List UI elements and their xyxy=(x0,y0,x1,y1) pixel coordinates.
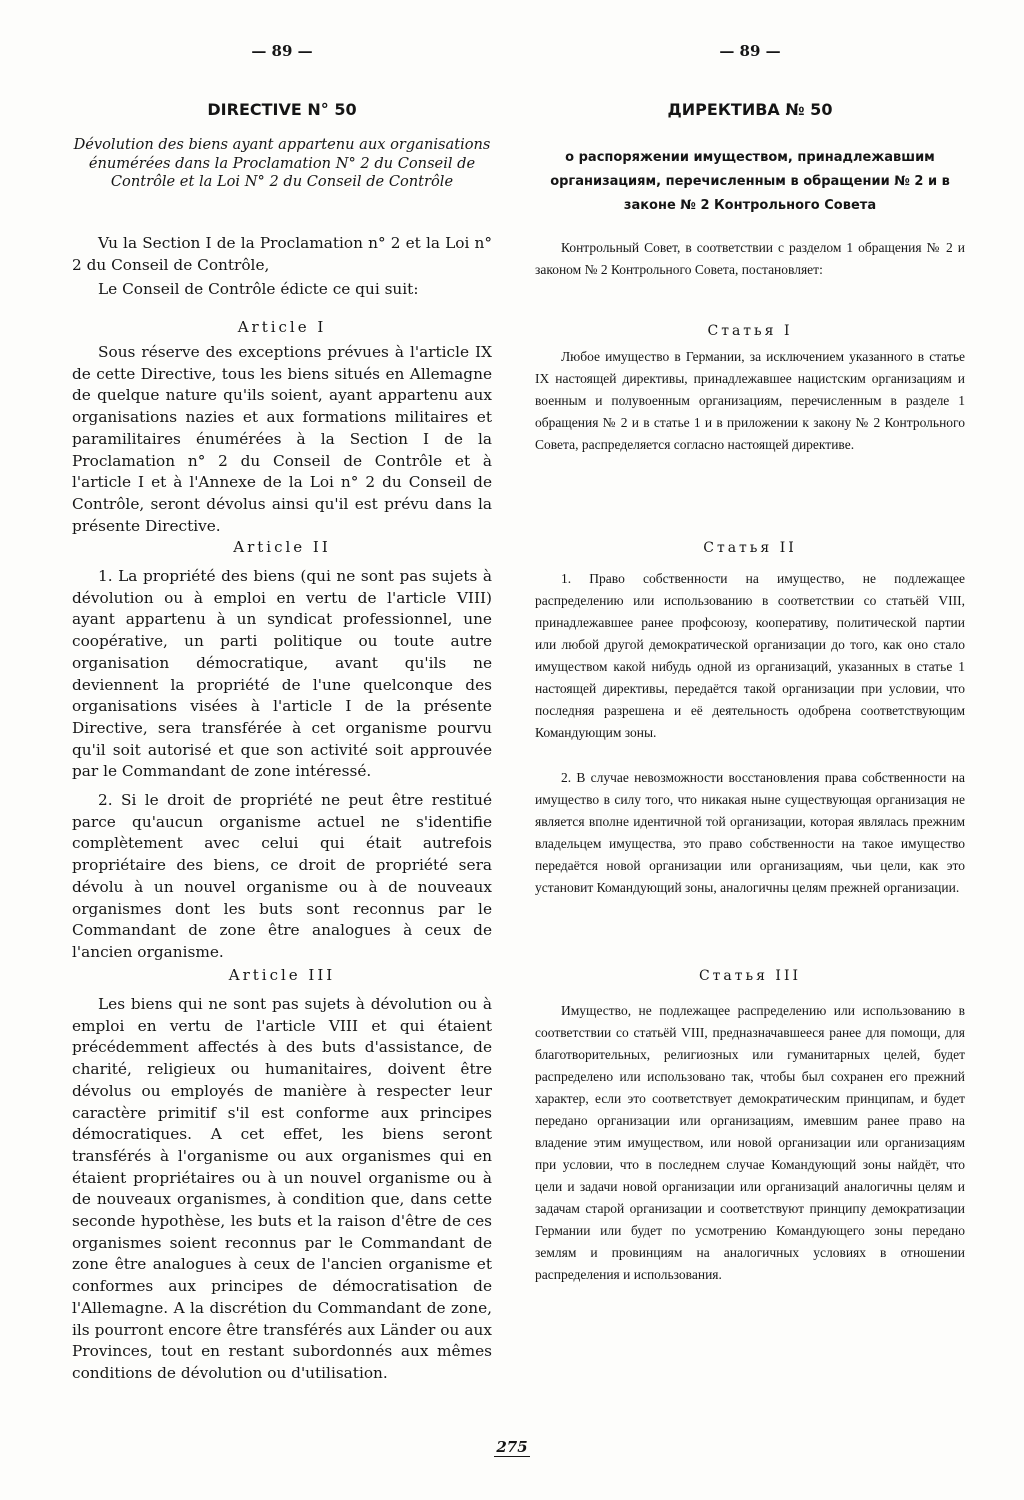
footer-page-number: 275 xyxy=(496,1438,528,1456)
article-1-text-ru: Любое имущество в Германии, за исключением указанного в статье IX настоящей директивы, принадлежавшее нацистским организациям и военным и полувоенным организациям, перечисленным в разделе 1 обращения № 2 и в статье 1 и в приложении к закону № 2 Контрольного Совета, распределяется согласно настоящей директиве. xyxy=(535,349,965,452)
article-1-heading-fr: Article I xyxy=(237,318,327,336)
article-3-heading-ru: Статья III xyxy=(698,968,802,984)
page-footer-number xyxy=(0,1438,1024,1456)
french-column xyxy=(72,0,492,1500)
directive-subtitle-ru: о распоряжении имуществом, принадлежавшим организациям, перечисленным в обращении № 2 и в законе № 2 Контрольного Совета xyxy=(550,150,950,213)
directive-title-ru: ДИРЕКТИВА № 50 xyxy=(667,100,833,119)
preamble-ru: Контрольный Совет, в соответствии с разделом 1 обращения № 2 и законом № 2 Контрольного Совета, постановляет: xyxy=(535,240,965,277)
page-number-fr: — 89 — xyxy=(251,42,313,60)
article-2-para-1-fr: 1. La propriété des biens (qui ne sont pas sujets à dévolution ou à emploi en vertu de l'article VIII) ayant appartenu à un syndicat professionnel, une coopérative, un parti politique ou toute autre organisation démocratique, avant qu'ils ne deviennent la propriété de l'une quelconque des organisations visées à l'article I de la présente Directive, sera transférée à cet organisme pourvu qu'il soit autorisé et que son activité soit approuvée par le Commandant de zone intéressé. xyxy=(72,567,492,781)
article-2-para-1-ru: 1. Право собственности на имущество, не подлежащее распределению или использованию в соответствии со статьёй VIII, принадлежавшее ранее профсоюзу, кооперативу, политической партии или любой другой демократической организации до того, как оно стало имуществом какой нибудь одной из организаций, указанных в статье 1 настоящей директивы, передаётся такой организации при условии, что последняя разрешена и её деятельность одобрена соответствующим Командующим зоны. xyxy=(535,571,965,740)
article-1-text-fr: Sous réserve des exceptions prévues à l'article IX de cette Directive, tous les biens situés en Allemagne de quelque nature qu'ils soient, ayant appartenu aux organisations nazies et aux formations militaires et paramilitaires énumérées à la Section I de la Proclamation n° 2 du Conseil de Contrôle et à l'article I et à l'Annexe de la Loi n° 2 du Conseil de Contrôle, seront dévolus ainsi qu'il est prévu dans la présente Directive. xyxy=(72,343,492,535)
article-2-para-2-fr: 2. Si le droit de propriété ne peut être restitué parce qu'aucun organisme actuel ne s'identifie complètement avec celui qui était autrefois propriétaire des biens, ce droit de propriété sera dévolu à un nouvel organisme ou à de nouveaux organismes dont les buts sont reconnus par le Commandant de zone être analogues à ceux de l'ancien organisme. xyxy=(72,791,492,961)
russian-column xyxy=(535,0,965,1500)
page-number-ru: — 89 — xyxy=(719,42,781,60)
article-2-heading-fr: Article II xyxy=(233,538,331,556)
preamble-fr-1: Vu la Section I de la Proclamation n° 2 et la Loi n° 2 du Conseil de Contrôle, xyxy=(72,234,492,274)
preamble-fr-2: Le Conseil de Contrôle édicte ce qui suit: xyxy=(98,280,419,298)
article-3-heading-fr: Article III xyxy=(228,966,336,984)
article-3-text-fr: Les biens qui ne sont pas sujets à dévolution ou à emploi en vertu de l'article VIII et qui étaient précédemment affectés à des buts d'assistance, de charité, religieux ou humanitaires, doivent être dévolus ou employés de manière à respecter leur caractère primitif s'il est conforme aux principes démocratiques. A cet effet, les biens seront transférés à l'organisme ou aux organismes qui en étaient propriétaires ou à un nouvel organisme ou à de nouveaux organismes, à condition que, dans cette seconde hypothèse, les buts et la raison d'être de ces organismes soient reconnus par le Commandant de zone être analogues à ceux de l'ancien organisme et conformes aux principes de démocratisation de l'Allemagne. A la discrétion du Commandant de zone, ils pourront encore être transférés aux Länder ou aux Provinces, tout en restant subordonnés aux mêmes conditions de dévolution ou d'utilisation. xyxy=(72,995,492,1382)
article-1-heading-ru: Статья I xyxy=(707,323,793,339)
directive-subtitle-fr: Dévolution des biens ayant appartenu aux organisations énumérées dans la Proclamation N° 2 du Conseil de Contrôle et la Loi N° 2 du Conseil de Contrôle xyxy=(73,136,491,191)
article-3-text-ru: Имущество, не подлежащее распределению или использованию в соответствии со статьёй VIII, предназначавшееся ранее для помощи, для благотворительных, религиозных или гуманитарных целей, будет распределено или использовано так, чтобы был сохранен его прежний характер, если это соответствует демократическим принципам, и будет передано организации или организациям, имевшим ранее право на владение этим имуществом, или новой организации или организациям при условии, что в последнем случае Командующий зоны найдёт, что цели и задачи новой организации или организаций аналогичны целям и задачам старой организации и соответствуют принципу демократизации Германии или будет по усмотрению Командующего зоны передано землям и провинциям на аналогичных условиях в отношении распределения и использования. xyxy=(535,1003,965,1282)
article-2-heading-ru: Статья II xyxy=(703,540,797,556)
article-2-para-2-ru: 2. В случае невозможности восстановления права собственности на имущество в силу того, что никакая ныне существующая организация не является вполне идентичной той организации, которая являлась прежним владельцем имущества, это право собственности на такое имущество передаётся новой организации или организациям, чьи цели, как это установит Командующий зоны, аналогичны целям прежней организации. xyxy=(535,770,965,895)
directive-title-fr: DIRECTIVE N° 50 xyxy=(207,100,357,119)
